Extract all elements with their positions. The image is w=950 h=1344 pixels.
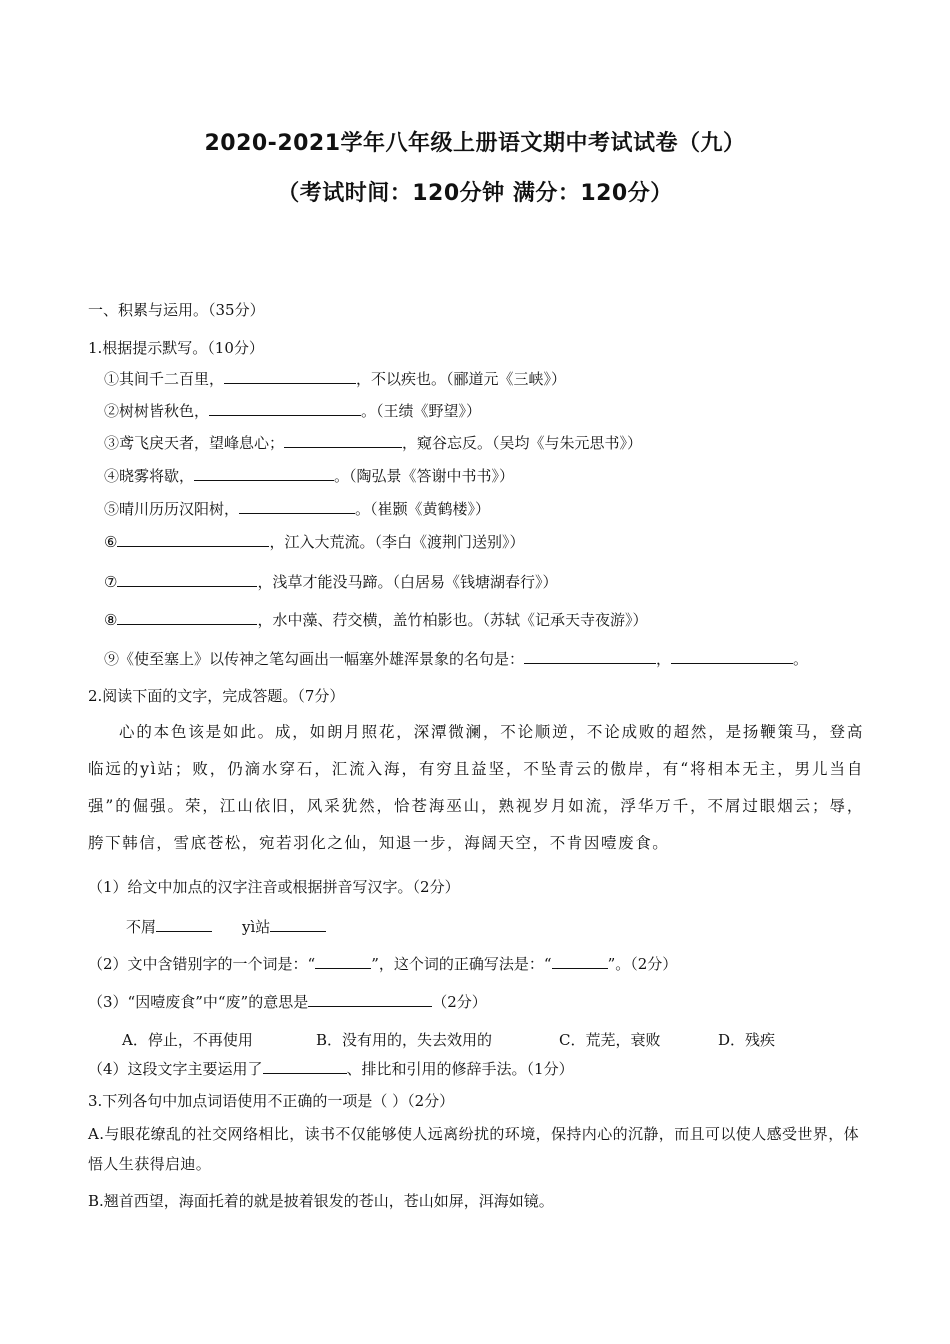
reading-passage: 心的本色该是如此。成，如朗月照花，深潭微澜，不论顺逆，不论成败的超然，是扬鞭策马，登高临远的yì站；败，仍滴水穿石，汇流入海，有穷且益坚，不坠青云的傲岸，有“将相本无主，男儿当自强”的倔强。荣，江山依旧，风采犹然，恰苍海巫山，熟视岁月如流，浮华万千，不屑过眼烟云；辱，胯下韩信，雪底苍松，宛若羽化之仙，知退一步，海阔天空，不肯因噎废食。: [88, 723, 864, 852]
q2-sub-3-option-c[interactable]: C．荒芜，衰败: [559, 1031, 661, 1049]
answer-blank[interactable]: [524, 648, 656, 664]
answer-blank[interactable]: [239, 498, 355, 514]
q1-item-1: ①其间千二百里， ，不以疾也。（郦道元《三峡》）: [104, 370, 567, 388]
answer-blank[interactable]: [224, 368, 356, 384]
q3-option-a[interactable]: A.与眼花缭乱的社交网络相比，读书不仅能够使人远离纷扰的环境，保持内心的沉静，而且可以使人感受世界，体悟人生获得启迪。: [88, 1125, 860, 1173]
exam-title: 2020-2021学年八年级上册语文期中考试试卷（九）: [204, 131, 746, 156]
q1-item-8: ⑧ ，水中藻、荇交横，盖竹柏影也。（苏轼《记承天寺夜游》）: [104, 611, 648, 629]
answer-blank[interactable]: [671, 648, 793, 664]
q1-item-4: ④晓雾将歇， 。（陶弘景《答谢中书书》）: [104, 467, 515, 485]
q1-item-6: ⑥ ，江入大荒流。（李白《渡荆门送别》）: [104, 533, 525, 551]
exam-subtitle: （考试时间：120分钟 满分：120分）: [277, 181, 673, 206]
q1-item-5: ⑤晴川历历汉阳树， 。（崔颢《黄鹤楼》）: [104, 500, 491, 518]
q3-option-b[interactable]: B.翘首西望，海面托着的就是披着银发的苍山，苍山如屏，洱海如镜。: [88, 1192, 554, 1210]
answer-blank[interactable]: [270, 916, 326, 932]
answer-blank[interactable]: [117, 571, 257, 587]
answer-blank[interactable]: [156, 916, 212, 932]
answer-blank[interactable]: [209, 400, 361, 416]
answer-blank[interactable]: [194, 465, 334, 481]
question-3-heading: 3.下列各句中加点词语使用不正确的一项是（ ）（2分）: [88, 1092, 455, 1110]
question-2-heading: 2.阅读下面的文字，完成答题。（7分）: [88, 687, 345, 705]
q2-sub-2: （2）文中含错别字的一个词是：“ ”，这个词的正确写法是：“ ”。（2分）: [88, 955, 678, 973]
q1-item-3: ③鸢飞戾天者，望峰息心； ，窥谷忘反。（吴均《与朱元思书》）: [104, 434, 643, 452]
answer-blank[interactable]: [315, 953, 371, 969]
answer-blank[interactable]: [552, 953, 608, 969]
q2-sub-3: （3）“因噎废食”中“废”的意思是 （2分）: [88, 993, 487, 1011]
q2-sub-4: （4）这段文字主要运用了 、排比和引用的修辞手法。（1分）: [88, 1060, 574, 1078]
section-heading: 一、积累与运用。（35分）: [88, 301, 265, 319]
question-1-heading: 1.根据提示默写。（10分）: [88, 339, 264, 357]
answer-blank[interactable]: [117, 609, 257, 625]
answer-blank[interactable]: [284, 432, 402, 448]
q2-sub-3-option-a[interactable]: A．停止，不再使用: [122, 1031, 253, 1049]
answer-blank[interactable]: [117, 531, 269, 547]
q2-sub-3-option-d[interactable]: D．残疾: [718, 1031, 776, 1049]
q1-item-2: ②树树皆秋色， 。（王绩《野望》）: [104, 402, 482, 420]
q2-sub-1: （1）给文中加点的汉字注音或根据拼音写汉字。（2分）: [88, 878, 460, 896]
answer-blank[interactable]: [308, 991, 432, 1007]
q2-sub-3-option-b[interactable]: B．没有用的，失去效用的: [316, 1031, 493, 1049]
q1-item-7: ⑦ ，浅草才能没马蹄。（白居易《钱塘湖春行》）: [104, 573, 558, 591]
answer-blank[interactable]: [263, 1058, 347, 1074]
q1-item-9: ⑨《使至塞上》以传神之笔勾画出一幅塞外雄浑景象的名句是： ， 。: [104, 650, 809, 668]
q2-sub-1-answers: 不屑 yì站: [126, 916, 326, 937]
